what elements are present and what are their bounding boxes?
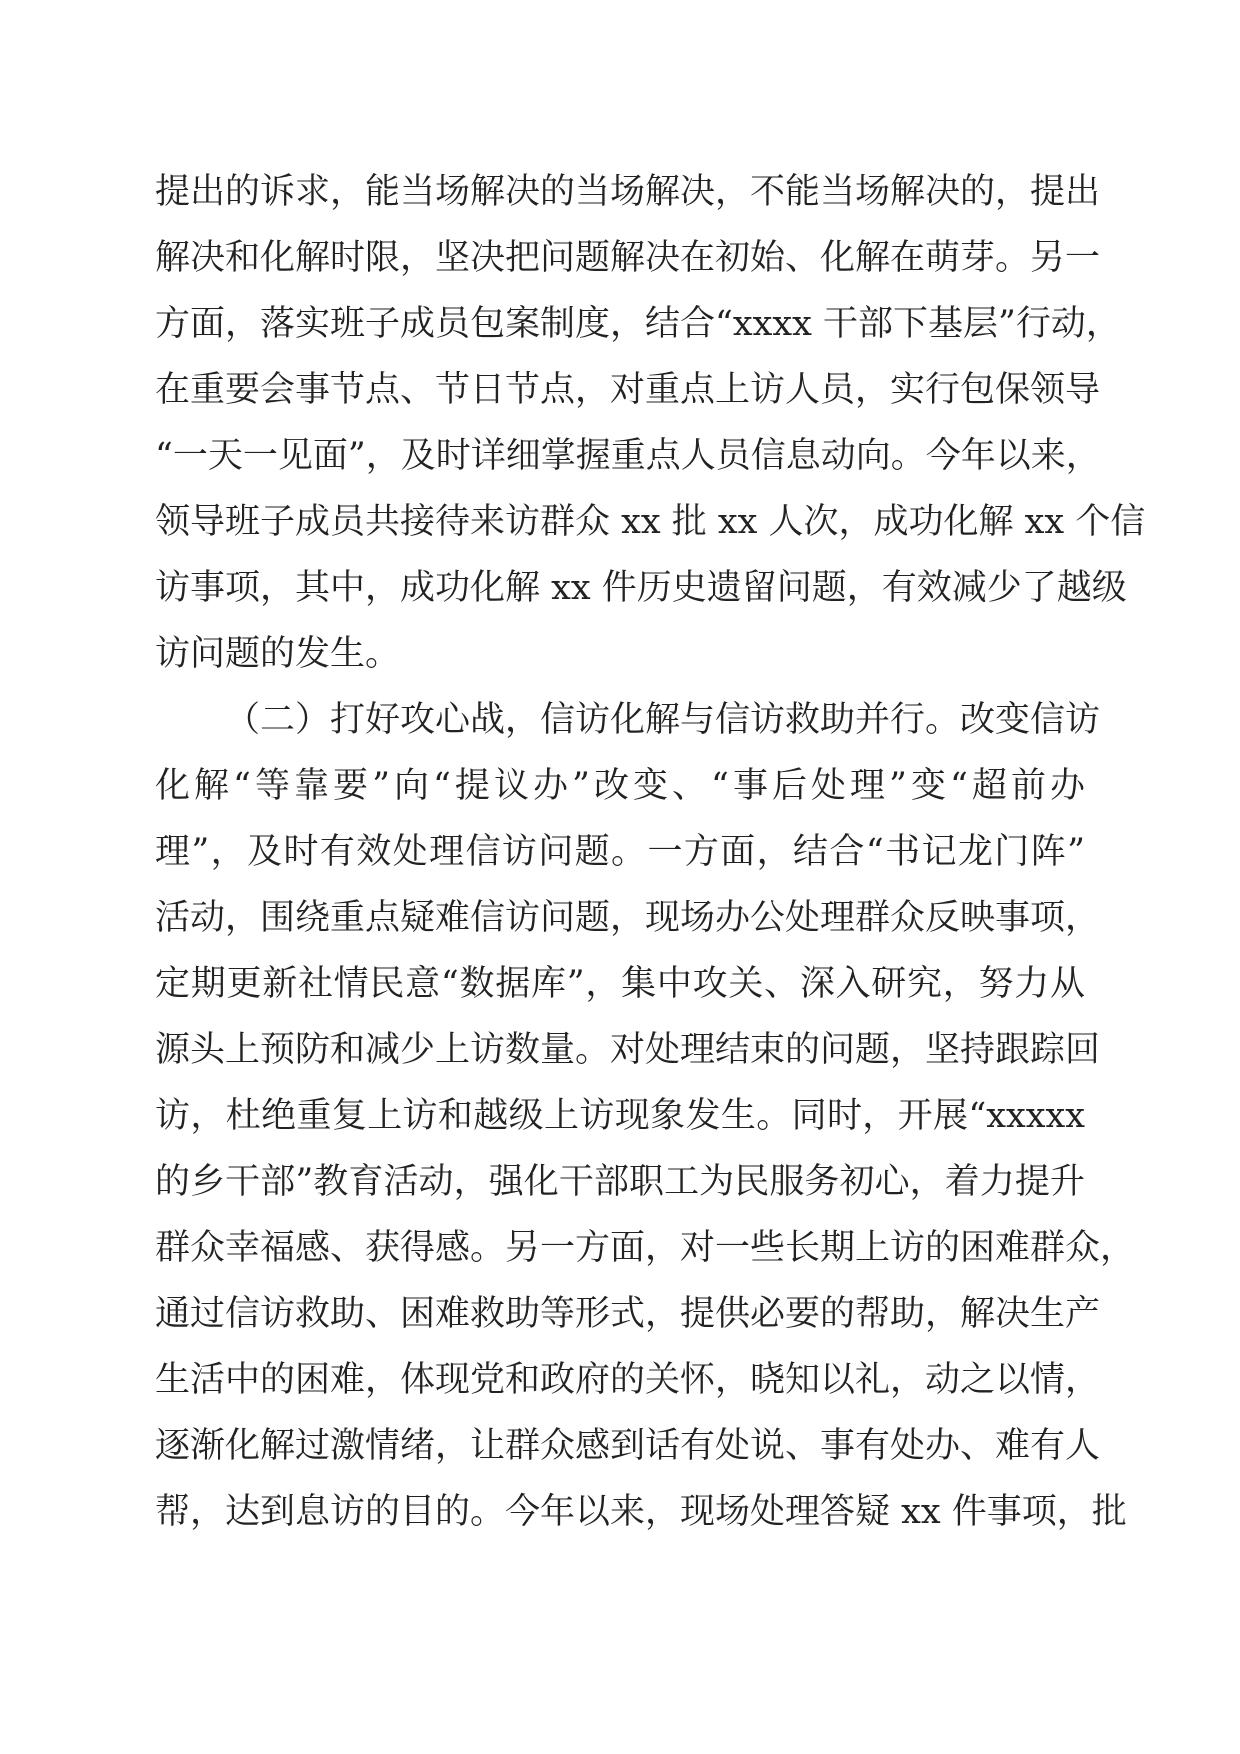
text-line: 理”，及时有效处理信访问题。一方面，结合“书记龙门阵” xyxy=(155,832,1085,872)
text-line: 领导班子成员共接待来访群众 xx 批 xx 人次，成功化解 xx 个信 xyxy=(155,502,1146,542)
text-line: 访问题的发生。 xyxy=(155,634,401,674)
text-line: 逐渐化解过激情绪，让群众感到话有处说、事有处办、难有人 xyxy=(155,1426,1101,1466)
text-line: 生活中的困难，体现党和政府的关怀，晓知以礼，动之以情， xyxy=(155,1360,1101,1400)
text-line: 群众幸福感、获得感。另一方面，对一些长期上访的困难群众， xyxy=(155,1228,1136,1268)
text-line: 定期更新社情民意“数据库”，集中攻关、深入研究，努力从 xyxy=(155,964,1085,1004)
paragraph-heading-line: （二）打好攻心战，信访化解与信访救助并行。改变信访 xyxy=(225,700,1101,740)
text-line: 提出的诉求，能当场解决的当场解决，不能当场解决的，提出 xyxy=(155,172,1101,212)
text-line: 的乡干部”教育活动，强化干部职工为民服务初心，着力提升 xyxy=(155,1162,1085,1202)
text-line: 访事项，其中，成功化解 xx 件历史遗留问题，有效减少了越级 xyxy=(155,568,1127,608)
text-line: 源头上预防和减少上访数量。对处理结束的问题，坚持跟踪回 xyxy=(155,1030,1101,1070)
text-line: 解决和化解时限，坚决把问题解决在初始、化解在萌芽。另一 xyxy=(155,238,1101,278)
text-line: 帮，达到息访的目的。今年以来，现场处理答疑 xx 件事项，批 xyxy=(155,1492,1127,1532)
text-line: 访，杜绝重复上访和越级上访现象发生。同时，开展“xxxxx xyxy=(155,1096,1085,1136)
text-line: “一天一见面”，及时详细掌握重点人员信息动向。今年以来， xyxy=(155,436,1101,476)
text-line: 化解“等靠要”向“提议办”改变、“事后处理”变“超前办 xyxy=(155,766,1085,806)
text-line: 在重要会事节点、节日节点，对重点上访人员，实行包保领导 xyxy=(155,370,1101,410)
text-line: 活动，围绕重点疑难信访问题，现场办公处理群众反映事项， xyxy=(155,898,1101,938)
text-line: 通过信访救助、困难救助等形式，提供必要的帮助，解决生产 xyxy=(155,1294,1101,1334)
text-line: 方面，落实班子成员包案制度，结合“xxxx 干部下基层”行动， xyxy=(155,304,1121,344)
